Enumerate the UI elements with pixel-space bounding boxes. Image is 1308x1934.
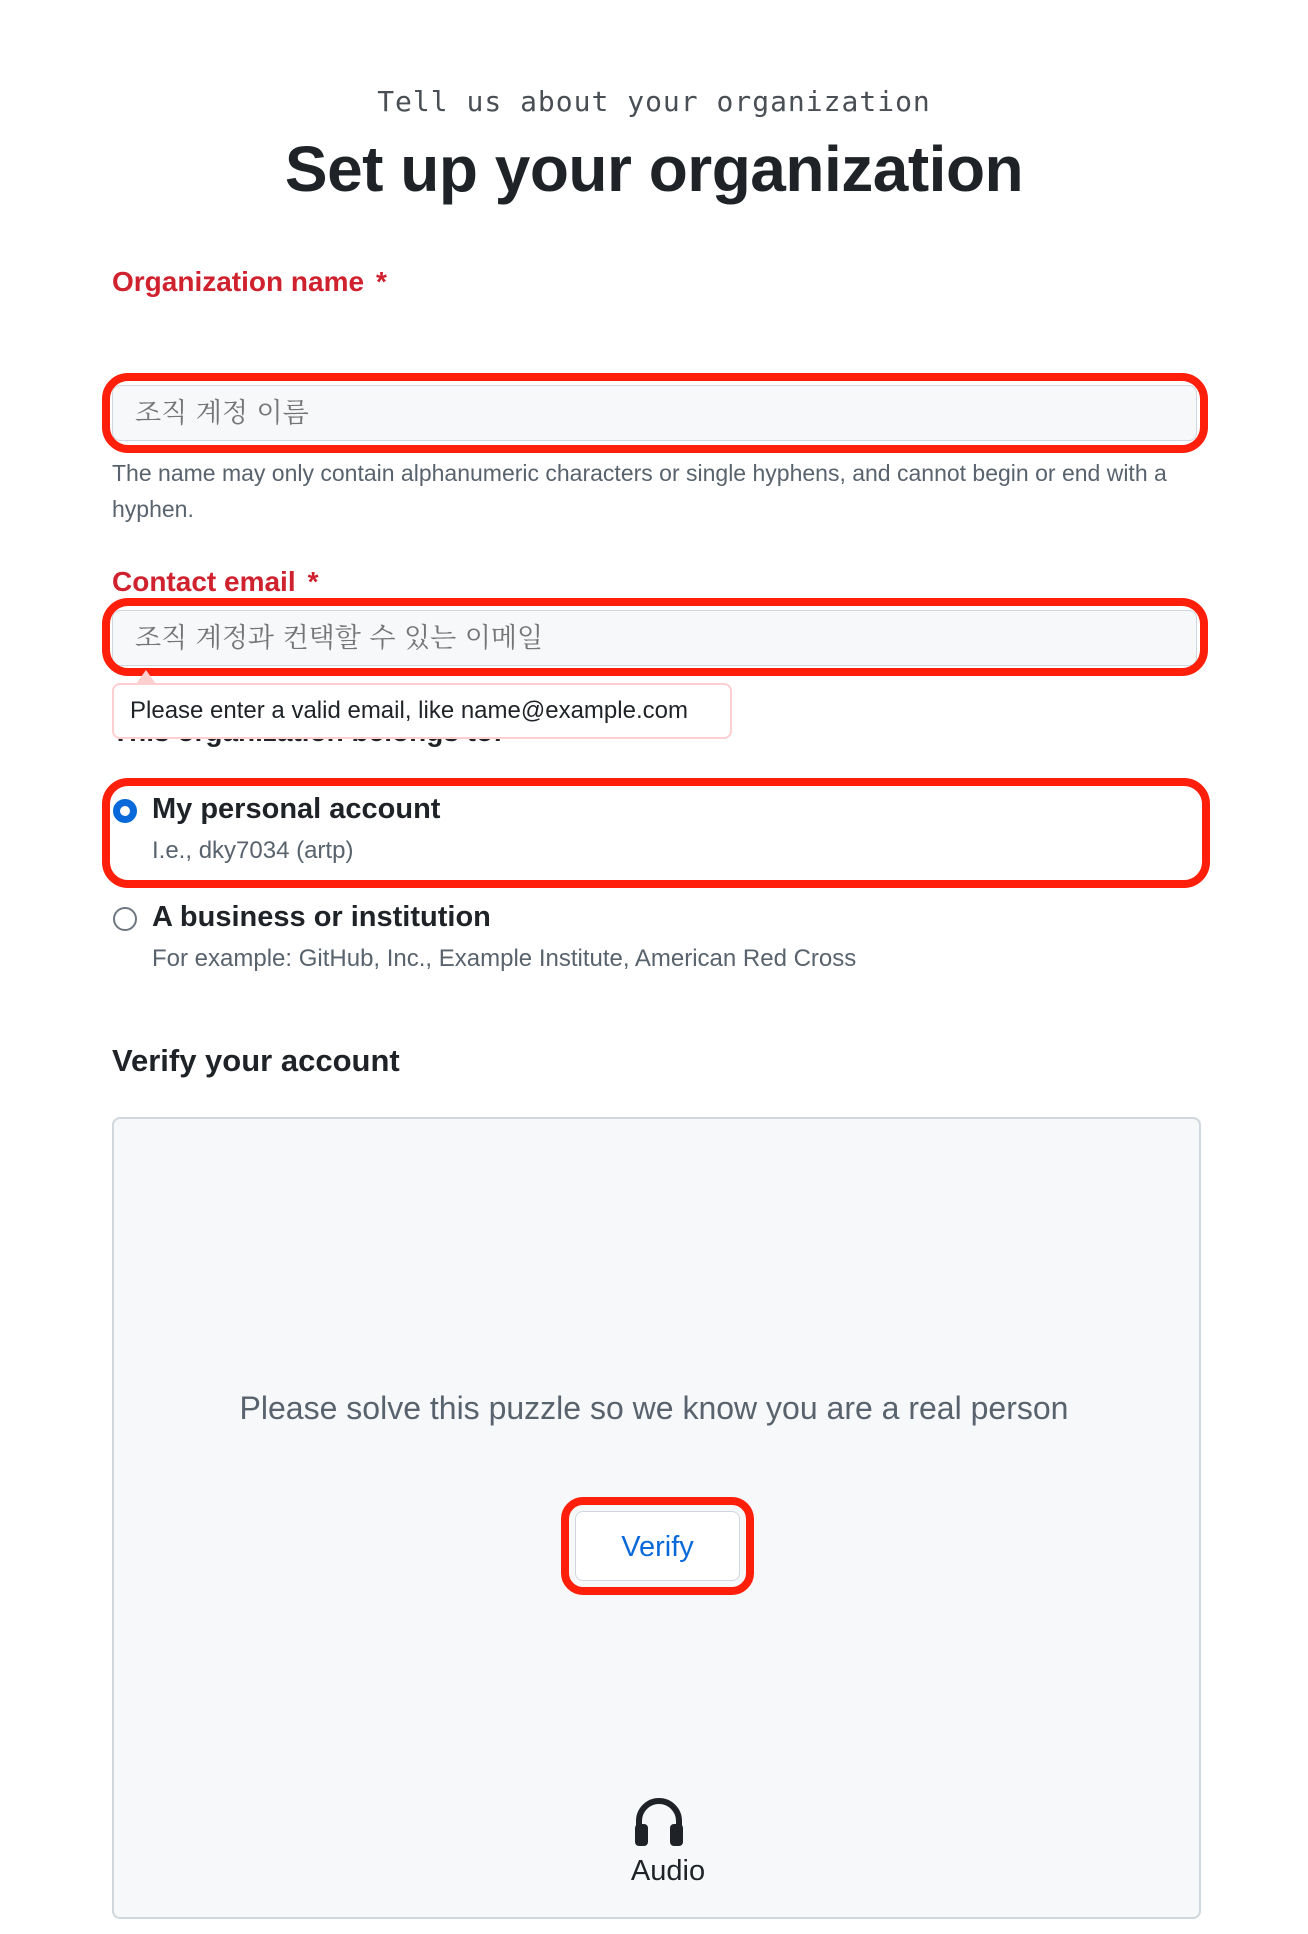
verify-button[interactable]: Verify [575, 1511, 740, 1581]
audio-label[interactable]: Audio [630, 1855, 706, 1887]
org-name-label [112, 266, 387, 298]
contact-email-label-text: Contact email [112, 566, 296, 597]
personal-account-label[interactable]: My personal account [152, 793, 441, 825]
page-eyebrow: Tell us about your organization [377, 85, 931, 118]
contact-email-input[interactable] [112, 610, 1197, 666]
headphones-icon[interactable] [632, 1796, 686, 1848]
business-label[interactable]: A business or institution [152, 901, 491, 933]
contact-email-label [112, 566, 319, 598]
personal-account-radio[interactable] [113, 799, 137, 823]
captcha-prompt: Please solve this puzzle so we know you are a real person [239, 1390, 1069, 1426]
email-validation-tooltip: Please enter a valid email, like name@example.com [112, 683, 732, 739]
business-radio[interactable] [113, 907, 137, 931]
page-title: Set up your organization [284, 133, 1024, 205]
org-name-label-text: Organization name [112, 266, 365, 297]
personal-account-description: I.e., dky7034 (artp) [152, 837, 354, 864]
org-name-input[interactable] [112, 385, 1197, 441]
tooltip-arrow [136, 670, 156, 684]
required-asterisk: * [376, 266, 387, 297]
verify-section-title: Verify your account [112, 1043, 400, 1078]
required-asterisk: * [307, 566, 319, 597]
business-description: For example: GitHub, Inc., Example Institute, American Red Cross [152, 945, 857, 972]
org-name-hint: The name may only contain alphanumeric characters or single hyphens, and cannot begin or end with a hyphen. [112, 460, 1167, 522]
